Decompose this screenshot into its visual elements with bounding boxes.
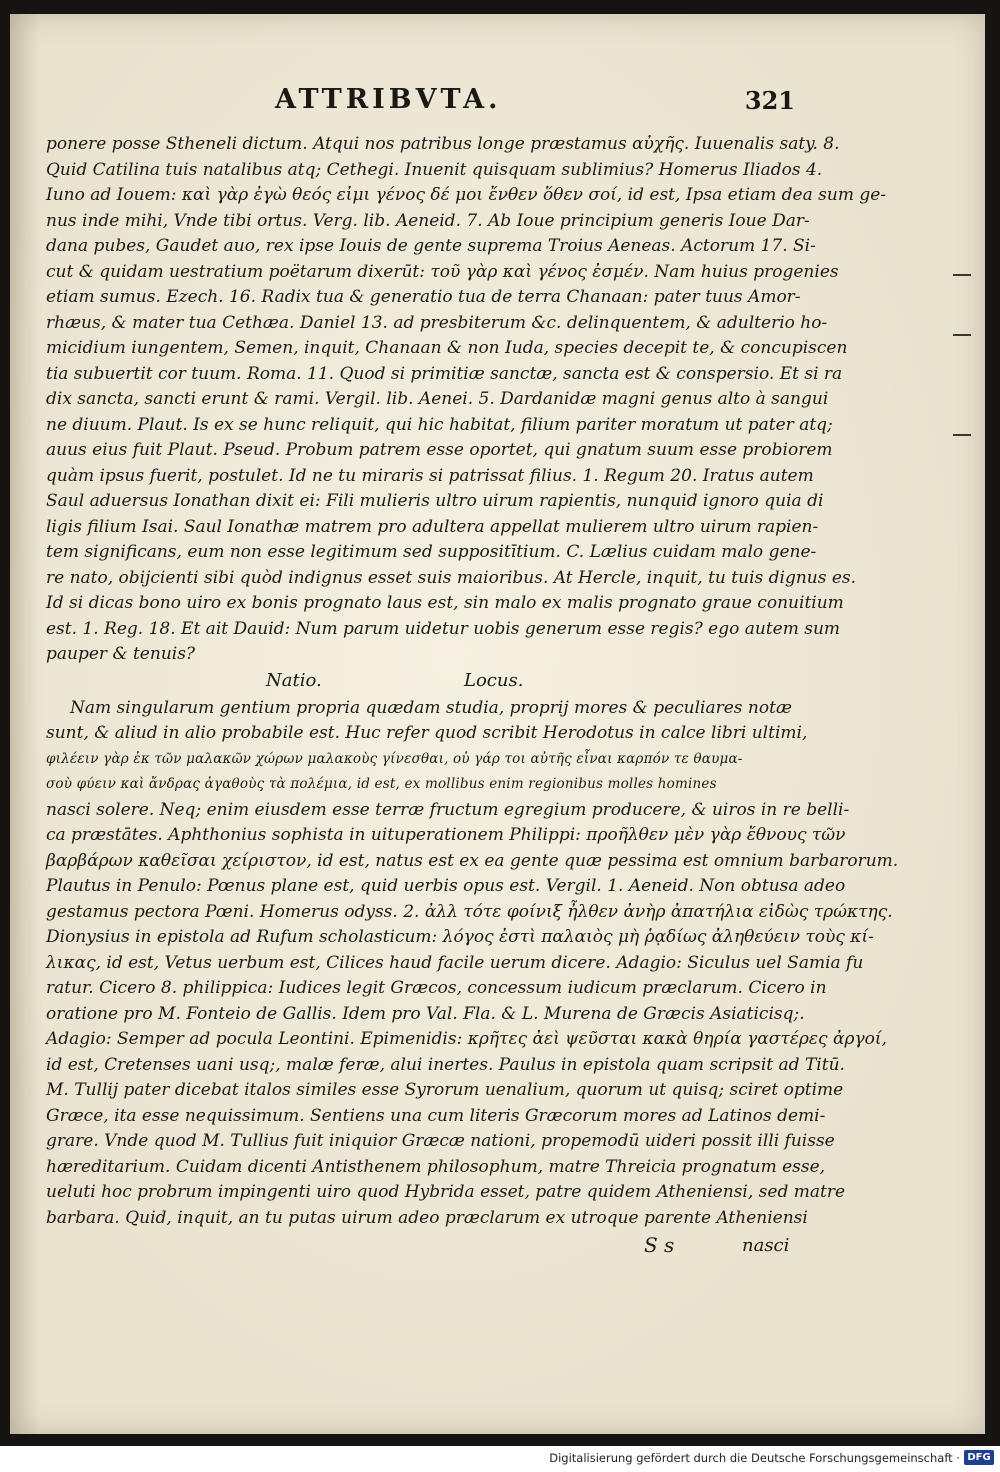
- text-line: sunt, & aliud in alio probabile est. Huc refer quod scribit Herodotus in calce libri ultimi,: [46, 723, 808, 743]
- text-line: gestamus pectora Pœni. Homerus odyss. 2. ἀλλ τότε φοίνιξ ἦλθεν ἀνὴρ ἀπατήλια εἰδὼς τρώκτης.: [46, 901, 893, 922]
- text-line: ueluti hoc probrum impingenti uiro quod Hybrida esset, patre quidem Atheniensi, sed matre: [46, 1182, 845, 1202]
- text-line: pauper & tenuis?: [46, 644, 196, 664]
- text-line: βαρβάρων καθεῖσαι χείριστον, id est, natus est ex ea gente quæ pessima est omnium barbarorum.: [46, 850, 899, 871]
- text-line: re nato, obijcienti sibi quòd indignus esset suis maioribus. At Hercle, inquit, tu tuis dignus es.: [46, 567, 857, 588]
- dfg-logo-icon: DFG: [964, 1450, 994, 1465]
- text-line: Adagio: Semper ad pocula Leontini. Epimenidis: κρῆτες ἀεὶ ψεῦσται κακὰ θηρία γαστέρες ἀργοί,: [46, 1029, 887, 1049]
- section-headings: [46, 668, 791, 696]
- text-line: rhæus, & mater tua Cethæa. Daniel 13. ad presbiterum &c. delinquentem, & adulterio ho-: [46, 312, 828, 333]
- text-line: ne diuum. Plaut. Is ex se hunc reliquit, qui hic habitat, filium pariter moratum ut pater atq;: [46, 414, 833, 435]
- text-line: Saul aduersus Ionathan dixit ei: Fili mulieris ultro uirum rapientis, nunquid ignoro quia di: [46, 491, 824, 511]
- text-line: barbara. Quid, inquit, an tu putas uirum adeo præclarum ex utroque parente Atheniensi: [46, 1207, 808, 1228]
- signature-mark: S s: [644, 1233, 675, 1257]
- margin-mark: [953, 334, 971, 336]
- text-line: tem significans, eum non esse legitimum sed suppositītium. C. Lælius cuidam malo gene-: [46, 542, 817, 562]
- text-line: Nam singularum gentium propria quædam studia, proprij mores & peculiares notæ: [70, 697, 792, 718]
- text-line: grare. Vnde quod M. Tullius fuit iniquior Græcæ nationi, propemodū uideri possit illi fuisse: [46, 1131, 835, 1151]
- heading-locus: Locus.: [464, 669, 524, 691]
- margin-mark: [953, 434, 971, 436]
- body-text: [46, 132, 899, 1261]
- text-line: nus inde mihi, Vnde tibi ortus. Verg. lib. Aeneid. 7. Ab Ioue principium generis Ioue Dar-: [46, 210, 810, 231]
- text-line: oratione pro M. Fonteio de Gallis. Idem pro Val. Fla. & L. Murena de Græcis Asiaticisq;.: [46, 1003, 805, 1024]
- document-page: [10, 14, 985, 1434]
- text-line: tia subuertit cor tuum. Roma. 11. Quod si primitiæ sanctæ, sancta est & conspersio. Et si ra: [46, 363, 843, 384]
- text-line: auus eius fuit Plaut. Pseud. Probum patrem esse oportet, qui gnatum suum esse probiorem: [46, 440, 833, 460]
- catchword: nasci: [742, 1235, 790, 1256]
- text-line: dix sancta, sancti erunt & rami. Vergil. lib. Aenei. 5. Dardanidæ magni genus alto à sangui: [46, 389, 829, 409]
- text-line: Plautus in Penulo: Pœnus plane est, quid uerbis opus est. Vergil. 1. Aeneid. Non obtusa adeo: [46, 876, 846, 896]
- text-line: dana pubes, Gaudet auo, rex ipse Iouis de gente suprema Troius Aeneas. Actorum 17. Si-: [46, 236, 816, 256]
- text-line: etiam sumus. Ezech. 16. Radix tua & generatio tua de terra Chanaan: pater tuus Amor-: [46, 287, 801, 307]
- text-line: nasci solere. Neq; enim eiusdem esse terræ fructum egregium producere, & uiros in re belli-: [46, 799, 850, 820]
- text-line: hæreditarium. Cuidam dicenti Antisthenem philosophum, matre Threicia prognatum esse,: [46, 1156, 826, 1177]
- text-line: id est, Cretenses uani usq;, malæ feræ, alui inertes. Paulus in epistola quam scripsit ad Titū.: [46, 1054, 845, 1075]
- heading-natio: Natio.: [266, 669, 322, 691]
- text-line: ponere posse Stheneli dictum. Atqui nos patribus longe præstamus αὐχῆς. Iuuenalis saty. 8.: [46, 134, 840, 154]
- text-line: Id si dicas bono uiro ex bonis prognato laus est, sin malo ex malis prognato graue conuitium: [46, 593, 844, 613]
- text-line: Iuno ad Iouem: καὶ γὰρ ἐγὼ θεός εἰμι γένος δέ μοι ἔνθεν ὅθεν σοί, id est, Ipsa etiam dea sum ge-: [46, 185, 887, 205]
- text-line: Dionysius in epistola ad Rufum scholasticum: λόγος ἐστὶ παλαιὸς μὴ ῥᾳδίως ἀληθεύειν τοὺς κί-: [46, 927, 874, 947]
- text-line: λικας, id est, Vetus uerbum est, Cilices haud facile uerum dicere. Adagio: Siculus uel Samia fu: [46, 952, 864, 973]
- text-line: est. 1. Reg. 18. Et ait Dauid: Num parum uidetur uobis generum esse regis? ego autem sum: [46, 618, 841, 639]
- text-line: φιλέειν γὰρ ἐκ τῶν μαλακῶν χώρων μαλακοὺς γίνεσθαι, οὐ γάρ τοι αὐτῆς εἶναι καρπόν τε θαυμα-: [46, 750, 743, 767]
- text-line: ca præstātes. Aphthonius sophista in uituperationem Philippi: προῆλθεν μὲν γὰρ ἔθνους τῶν: [46, 825, 846, 845]
- text-line: ligis filium Isai. Saul Ionathæ matrem pro adultera appellat mulierem ultro uirum rapien-: [46, 516, 819, 537]
- running-title: ATTRIBVTA.: [275, 84, 502, 115]
- page-number: 321: [744, 86, 795, 115]
- text-line: Græce, ita esse nequissimum. Sentiens una cum literis Græcorum mores ad Latinos demi-: [46, 1105, 826, 1126]
- dfg-credit-text: Digitalisierung gefördert durch die Deutsche Forschungsgemeinschaft ·: [549, 1451, 960, 1465]
- text-line: cut & quidam uestratium poëtarum dixerūt: τοῦ γὰρ καὶ γένος ἐσμέν. Nam huius progenies: [46, 261, 839, 282]
- text-line: Quid Catilina tuis natalibus atq; Cethegi. Inuenit quisquam sublimius? Homerus Iliados 4.: [46, 159, 823, 180]
- page-header: [275, 84, 795, 130]
- text-line: micidium iungentem, Semen, inquit, Chanaan & non Iuda, species decepit te, & concupiscen: [46, 338, 848, 358]
- dfg-credit-bar: [0, 1446, 1000, 1472]
- text-line: σοὺ φύειν καὶ ἄνδρας ἀγαθοὺς τὰ πολέμια, id est, ex mollibus enim regionibus molles homines: [46, 776, 717, 792]
- text-line: ratur. Cicero 8. philippica: Iudices legit Græcos, concessum iudicum præclarum. Cicero in: [46, 978, 827, 998]
- text-line: M. Tullij pater dicebat italos similes esse Syrorum uenalium, quorum ut quisq; sciret optime: [46, 1080, 844, 1100]
- text-line: quàm ipsus fuerit, postulet. Id ne tu miraris si patrissat filius. 1. Regum 20. Iratus autem: [46, 465, 814, 486]
- margin-mark: [953, 274, 971, 276]
- page-footer: [46, 1231, 791, 1261]
